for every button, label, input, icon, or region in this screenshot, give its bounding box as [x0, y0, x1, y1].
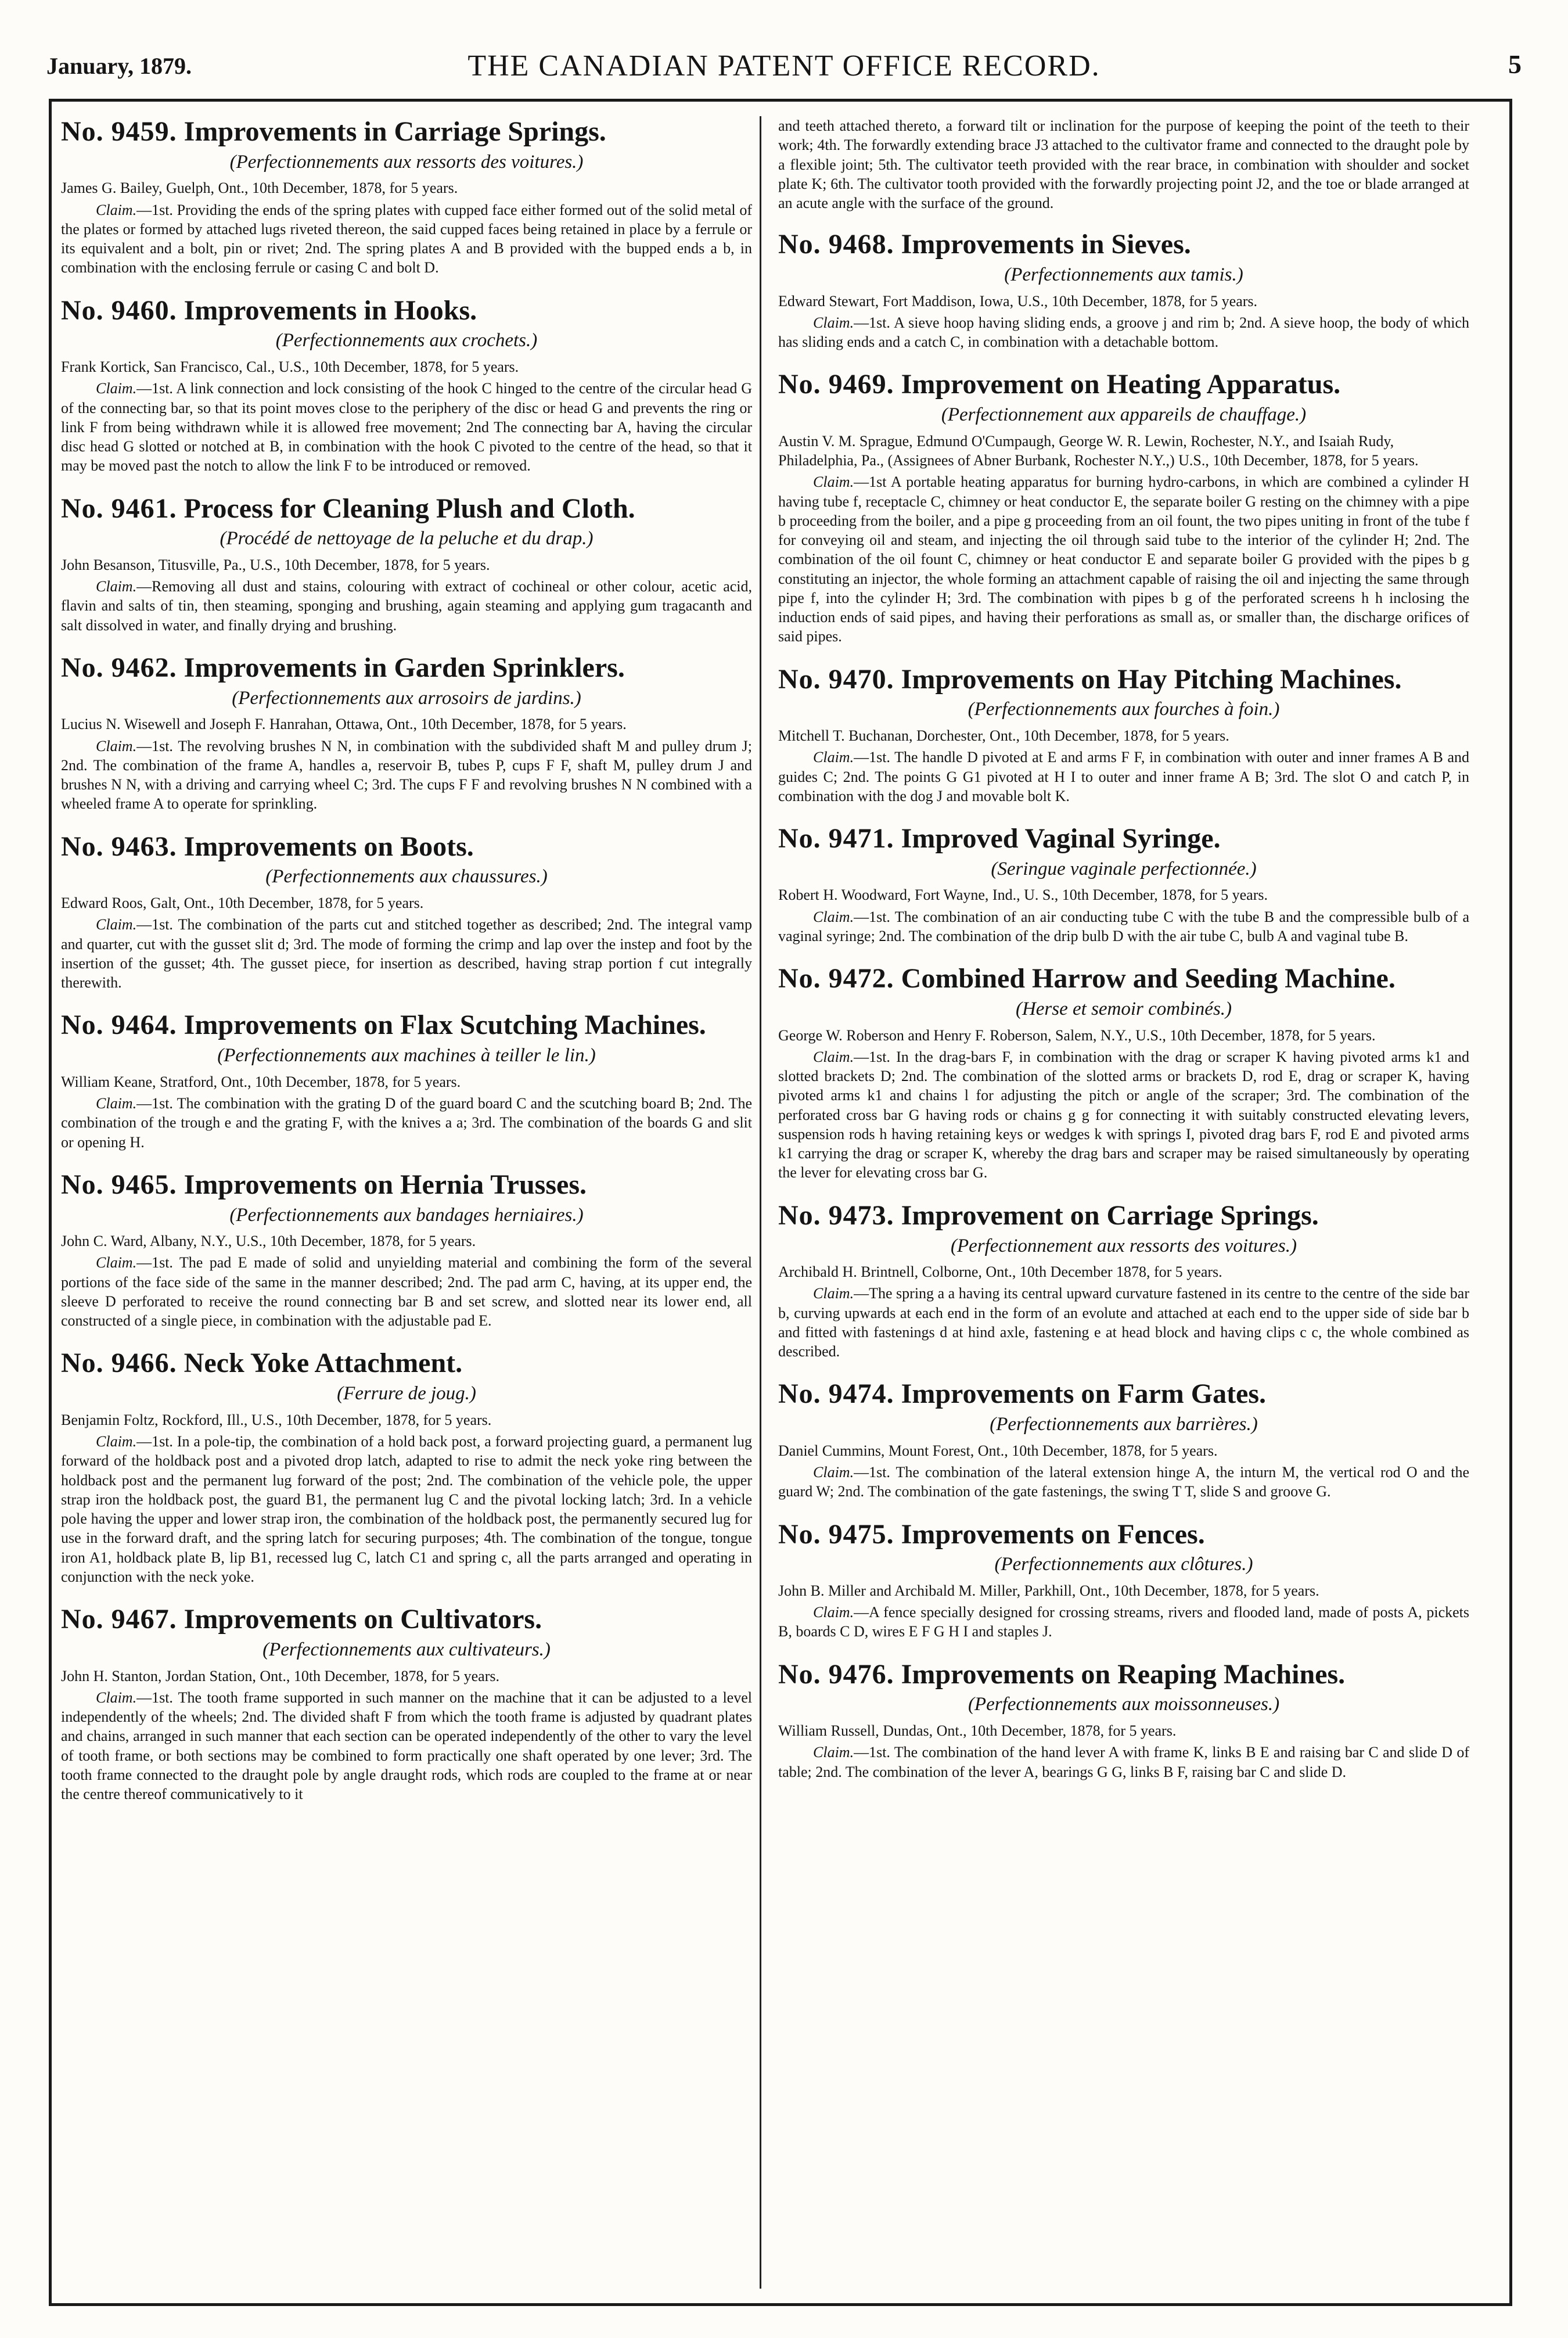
right-column — [778, 116, 1469, 2300]
claim-body: —1st. The revolving brushes N N, in combination with the subdivided shaft M and pulley drum J; 2nd. The combination of the frame A, handles a, reservoir B, tubes P, cups F F, shaft M, pulley drum J and brushes N N, with a driving and carrying wheel C; 3rd. The cups F F and revolving brushes N N combined with a wheeled frame A to operate for sprinkling. — [61, 737, 752, 813]
claim-label: Claim. — [96, 1254, 137, 1272]
claim-label: Claim. — [813, 1604, 854, 1621]
patent-entry — [61, 116, 752, 278]
patent-entry — [778, 963, 1469, 1182]
patent-title: Combined Harrow and Seeding Machine. — [901, 963, 1396, 994]
french-title: (Seringue vaginale perfectionnée.) — [991, 858, 1257, 879]
patent-entry — [61, 831, 752, 993]
claim-body: —1st A portable heating apparatus for burning hydro-carbons, in which are combined a cylinder H having tube f, receptacle C, chimney or heat conductor E, the separate boiler G resting on the chimney with a pipe b proceeding from the boiler, and a pipe g proceeding from an oil fount, the two pipes uniting in front of the tube f for conveying oil and steam, and injecting the oil through said tube to the interior of the cylinder H; 2nd. The combination of the oil fount C, chimney or heat conductor E and separate boiler G provided with the pipes b g constituting an injector, the whole forming an attachment capable of raising the oil and injecting the same through pipe f, into the cylinder H; 3rd. The combination with pipes b g of the perforated screens h h inclosing the induction ends of said pipes, and having their perforations as small as, or smaller than, the discharge orifices of said pipes. — [778, 473, 1469, 645]
french-title: (Perfectionnements aux moissonneuses.) — [968, 1694, 1280, 1715]
patent-heading — [778, 369, 1469, 400]
claim-body: —1st. The combination of the lateral extension hinge A, the inturn M, the vertical rod O and the guard W; 2nd. The combination of the gate fastenings, the swing T T, slide S and groove G. — [778, 1464, 1469, 1500]
patent-title: Improvements on Boots. — [184, 831, 474, 862]
patent-number: No. 9475. — [778, 1518, 894, 1550]
patent-heading — [778, 963, 1469, 994]
claim-text — [61, 1253, 752, 1330]
patent-heading — [61, 1010, 752, 1041]
patentee-details: Daniel Cummins, Mount Forest, Ont., 10th December, 1878, for 5 years. — [778, 1442, 1218, 1459]
patent-number: No. 9462. — [61, 652, 177, 684]
patent-number: No. 9472. — [778, 963, 894, 994]
french-title: (Perfectionnements aux clôtures.) — [994, 1554, 1253, 1575]
patent-number: No. 9470. — [778, 663, 894, 695]
patent-entry — [778, 229, 1469, 351]
patent-number: No. 9466. — [61, 1348, 177, 1379]
claim-label: Claim. — [813, 749, 854, 766]
french-title: (Perfectionnements aux fourches à foin.) — [968, 699, 1280, 720]
french-title: (Perfectionnement aux appareils de chauffage.) — [941, 404, 1307, 426]
claim-label: Claim. — [96, 1094, 137, 1112]
patent-entry — [61, 1604, 752, 1804]
claim-text — [778, 1743, 1469, 1782]
patent-title: Improvements in Carriage Springs. — [184, 116, 606, 147]
claim-text — [61, 577, 752, 635]
claim-body: —1st. The combination with the grating D of the guard board C and the scutching board B; 2nd. The combination of the trough e and the grating F, with the knives a a; 3rd. The combination of the boards G and slit or opening H. — [61, 1094, 752, 1151]
patent-title: Improvements on Flax Scutching Machines. — [184, 1010, 706, 1041]
patent-entry — [778, 369, 1469, 646]
patent-heading — [61, 493, 752, 525]
claim-label: Claim. — [96, 916, 137, 933]
claim-body: —1st. The tooth frame supported in such manner on the machine that it can be adjusted to a level independently of the wheels; 2nd. The divided shaft F from which the tooth frame is adjusted by quadrant plates and chains, arranged in such manner that each section can be operated independently of the other to vary the level of tooth frame, or both sections may be combined to form practically one shaft operated by one lever; 3rd. The tooth frame connected to the draught pole by angle draught rods, which rods are coupled to the frame at or near the centre thereof communicatively to it — [61, 1689, 752, 1803]
french-title: (Perfectionnement aux ressorts des voitures.) — [951, 1235, 1297, 1256]
patent-title: Neck Yoke Attachment. — [184, 1348, 463, 1379]
right-column-entries — [778, 229, 1469, 1782]
patent-title: Improved Vaginal Syringe. — [901, 823, 1221, 854]
patent-title: Improvement on Carriage Springs. — [901, 1199, 1319, 1231]
claim-label: Claim. — [96, 578, 137, 595]
patentee-details: William Russell, Dundas, Ont., 10th December, 1878, for 5 years. — [778, 1722, 1177, 1740]
claim-text — [778, 1047, 1469, 1183]
patent-heading — [778, 1378, 1469, 1410]
patent-heading — [61, 652, 752, 684]
patent-number: No. 9469. — [778, 369, 894, 400]
issue-date: January, 1879. — [46, 53, 192, 79]
claim-body: —1st. The combination of the hand lever A with frame K, links B E and raising bar C and slide D of table; 2nd. The combination of the lever A, bearings G G, links B F, raising bar C and slide D. — [778, 1744, 1469, 1780]
claim-body: —Removing all dust and stains, colouring with extract of cochineal or other colour, acetic acid, flavin and salts of tin, then steaming, sponging and brushing, again steaming and applying gum tragacanth and salt dissolved in water, and finally drying and brushing. — [61, 578, 752, 634]
patent-number: No. 9460. — [61, 295, 177, 326]
claim-label: Claim. — [813, 314, 854, 331]
claim-label: Claim. — [813, 1285, 854, 1302]
patent-entry — [778, 664, 1469, 806]
claim-label: Claim. — [96, 201, 137, 218]
claim-label: Claim. — [813, 1464, 854, 1481]
patent-number: No. 9463. — [61, 831, 177, 862]
patent-title: Improvement on Heating Apparatus. — [901, 369, 1341, 400]
claim-text — [61, 1432, 752, 1586]
patent-heading — [61, 831, 752, 863]
patentee-details: Lucius N. Wisewell and Joseph F. Hanrahan, Ottawa, Ont., 10th December, 1878, for 5 years. — [61, 716, 627, 733]
french-title: (Perfectionnements aux arrosoirs de jardins.) — [232, 687, 581, 709]
french-title: (Perfectionnements aux ressorts des voitures.) — [229, 151, 584, 173]
patent-heading — [778, 229, 1469, 260]
claim-body: —1st. The handle D pivoted at E and arms F F, in combination with outer and inner frames A B and guides C; 2nd. The points G G1 pivoted at H I to outer and inner frame A B; 3rd. The slot O and catch P, in combination with the dog J and movable bolt K. — [778, 749, 1469, 805]
patentee-details: Edward Roos, Galt, Ont., 10th December, 1878, for 5 years. — [61, 895, 424, 912]
page-number: 5 — [1508, 49, 1522, 79]
patentee-details: John H. Stanton, Jordan Station, Ont., 10th December, 1878, for 5 years. — [61, 1667, 500, 1685]
claim-body: —1st. The combination of the parts cut and stitched together as described; 2nd. The integral vamp and quarter, cut with the gusset slit d; 3rd. The mode of forming the crimp and lap over the instep and foot by the insertion of the gusset; 4th. The gusset piece, for insertion as described, having strap portion f cut integrally therewith. — [61, 916, 752, 992]
patent-title: Improvements on Hernia Trusses. — [184, 1169, 587, 1200]
patentee-details: John C. Ward, Albany, N.Y., U.S., 10th December, 1878, for 5 years. — [61, 1233, 476, 1250]
patent-title: Improvements on Farm Gates. — [901, 1378, 1267, 1410]
claim-label: Claim. — [96, 1433, 137, 1450]
patent-heading — [61, 295, 752, 326]
french-title: (Ferrure de joug.) — [337, 1383, 476, 1405]
patent-number: No. 9461. — [61, 493, 177, 524]
patent-entry — [61, 652, 752, 814]
patent-title: Improvements on Cultivators. — [184, 1604, 542, 1635]
french-title: (Perfectionnements aux cultivateurs.) — [262, 1639, 551, 1660]
claim-body: —1st. The pad E made of solid and unyielding material and combining the form of the several portions of the face side of the same in the manner described; 2nd. The pad arm C, having, at its upper end, the sleeve D perforated to receive the round connecting bar B and set screw, and slotted near its lower end, all constructed of a single piece, in combination with the adjustable pad E. — [61, 1254, 752, 1330]
patentee-details: John B. Miller and Archibald M. Miller, Parkhill, Ont., 10th December, 1878, for 5 years. — [778, 1582, 1319, 1599]
column-divider — [760, 116, 761, 2289]
french-title: (Perfectionnements aux chaussures.) — [265, 866, 548, 888]
claim-body: —1st. The combination of an air conducting tube C with the tube B and the compressible bulb of a vaginal syringe; 2nd. The combination of the drip bulb D with the air tube C, bulb A and vaginal tube B. — [778, 908, 1469, 945]
patentee-details: John Besanson, Titusville, Pa., U.S., 10th December, 1878, for 5 years. — [61, 556, 490, 573]
claim-text — [61, 379, 752, 475]
french-title: (Procédé de nettoyage de la peluche et du drap.) — [220, 528, 594, 550]
patentee-details: George W. Roberson and Henry F. Roberson, Salem, N.Y., U.S., 10th December, 1878, for 5 years. — [778, 1026, 1376, 1044]
claim-body: —1st. A sieve hoop having sliding ends, a groove j and rim b; 2nd. A sieve hoop, the body of which has sliding ends and a catch C, in combination with a detachable bottom. — [778, 314, 1469, 351]
patent-title: Improvements on Fences. — [901, 1518, 1205, 1550]
continued-claim-text: and teeth attached thereto, a forward tilt or inclination for the purpose of keeping the point of the teeth to their work; 4th. The forwardly extending brace J3 attached to the cultivator frame and connected to the draught pole by a flexible joint; 5th. The cultivator teeth provided with the rear brace, in combination with shoulder and socket plate K; 6th. The cultivator tooth provided with the forwardly projecting point J2, and the toe or blade arranged at an acute angle with the surface of the ground. — [778, 117, 1469, 212]
patentee-details: Edward Stewart, Fort Maddison, Iowa, U.S., 10th December, 1878, for 5 years. — [778, 292, 1258, 310]
patent-title: Improvements in Hooks. — [184, 295, 477, 326]
patent-entry — [778, 1659, 1469, 1782]
patent-entry — [778, 1378, 1469, 1501]
claim-text — [61, 1094, 752, 1152]
patent-title: Improvements on Reaping Machines. — [901, 1658, 1346, 1690]
patent-number: No. 9468. — [778, 229, 894, 260]
claim-text — [778, 472, 1469, 646]
patentee-details: Mitchell T. Buchanan, Dorchester, Ont., 10th December, 1878, for 5 years. — [778, 727, 1229, 745]
patent-entry — [778, 1519, 1469, 1642]
claim-label: Claim. — [813, 1048, 854, 1065]
patent-heading — [778, 1200, 1469, 1231]
publication-title: THE CANADIAN PATENT OFFICE RECORD. — [467, 49, 1101, 82]
patent-heading — [778, 1659, 1469, 1690]
claim-text — [61, 737, 752, 814]
patent-entry — [61, 1348, 752, 1586]
claim-body: —1st. Providing the ends of the spring plates with cupped face either formed out of the solid metal of the plates or formed by attached lugs riveted thereon, the said cupped faces being retained in place by a ferrule or its equivalent and a bolt, pin or rivet; 2nd. The spring plates A and B provided with the bupped ends a b, in combination with the enclosing ferrule or casing C and bolt D. — [61, 201, 752, 276]
patent-number: No. 9471. — [778, 823, 894, 854]
claim-body: —1st. A link connection and lock consisting of the hook C hinged to the centre of the circular head G of the connecting bar, so that its point moves close to the periphery of the disc or head G and prevents the ring or link F from being withdrawn while it is allowed free movement; 2nd The connecting bar A, having the circular disc head G slotted or notched at B, in combination with the hook C pivoted to the centre of the head, so that it may be moved past the notch to allow the link F to be introduced or removed. — [61, 380, 752, 475]
claim-body: —The spring a a having its central upward curvature fastened in its centre to the centre of the side bar b, curving upwards at each end in the form of an evolute and attached at each end to the upper side of side bar b and fitted with fastenings d at hind axle, fastening e at head block and having clips c c, the whole combined as described. — [778, 1285, 1469, 1360]
patentee-details: Frank Kortick, San Francisco, Cal., U.S., 10th December, 1878, for 5 years. — [61, 358, 519, 376]
claim-text — [778, 1284, 1469, 1361]
patent-entry — [778, 823, 1469, 946]
patent-title: Improvements on Hay Pitching Machines. — [901, 663, 1402, 695]
patent-title: Improvements in Garden Sprinklers. — [184, 652, 625, 684]
french-title: (Perfectionnements aux bandages herniaires.) — [229, 1204, 584, 1226]
claim-text — [778, 748, 1469, 806]
patentee-details: Austin V. M. Sprague, Edmund O'Cumpaugh, George W. R. Lewin, Rochester, N.Y., and Isaiah Rudy, Philadelphia, Pa., (Assignees of Abner Burbank, Rochester N.Y.,) U.S., 10th December, 1878, for 5 years. — [778, 432, 1419, 469]
patent-title: Improvements in Sieves. — [901, 229, 1191, 260]
left-column — [61, 116, 752, 2300]
patent-entry — [61, 493, 752, 635]
patentee-details: James G. Bailey, Guelph, Ont., 10th December, 1878, for 5 years. — [61, 179, 458, 197]
claim-text — [778, 1463, 1469, 1502]
patent-entry — [61, 1010, 752, 1151]
claim-label: Claim. — [96, 737, 137, 755]
claim-text — [778, 1603, 1469, 1642]
patent-heading — [61, 1604, 752, 1635]
french-title: (Perfectionnements aux crochets.) — [275, 330, 538, 351]
claim-text — [61, 1688, 752, 1804]
claim-label: Claim. — [813, 908, 854, 925]
patent-heading — [61, 116, 752, 148]
claim-body: —1st. In the drag-bars F, in combination with the drag or scraper K having pivoted arms k1 and slotted brackets D; 2nd. The combination of the slotted arms or brackets D, rod E, drag or scraper K, having pivoted arms k1 and chains l for adjusting the pitch or angle of the scraper; 3rd. The combination of the perforated cross bar G having rods or chains g g for connecting it with suitably constructed elevating levers, suspension rods h having retaining keys or wedges k with springs I, pivoted drag bars F, rod E and pivoted arms k1 carrying the drag or scraper K, whereby the drag bars and scraper may be raised simultaneously by operating the lever for elevating cross bar G. — [778, 1048, 1469, 1181]
french-title: (Perfectionnements aux barrières.) — [990, 1414, 1258, 1435]
patent-number: No. 9464. — [61, 1010, 177, 1041]
patent-number: No. 9474. — [778, 1378, 894, 1410]
patentee-details: William Keane, Stratford, Ont., 10th December, 1878, for 5 years. — [61, 1073, 461, 1090]
patent-number: No. 9476. — [778, 1658, 894, 1690]
patent-entry — [61, 1169, 752, 1331]
claim-label: Claim. — [813, 473, 854, 491]
patentee-details: Archibald H. Brintnell, Colborne, Ont., 10th December 1878, for 5 years. — [778, 1263, 1222, 1281]
patent-heading — [778, 823, 1469, 854]
claim-text — [61, 200, 752, 278]
claim-label: Claim. — [96, 380, 137, 397]
claim-label: Claim. — [813, 1744, 854, 1761]
french-title: (Perfectionnements aux tamis.) — [1004, 264, 1243, 286]
patent-entry — [61, 295, 752, 476]
patent-title: Process for Cleaning Plush and Cloth. — [184, 493, 635, 524]
claim-label: Claim. — [96, 1689, 137, 1706]
patent-heading — [778, 664, 1469, 695]
claim-text — [61, 915, 752, 992]
claim-text — [778, 313, 1469, 352]
claim-body: —A fence specially designed for crossing streams, rivers and flooded land, made of posts A, pickets B, boards C D, wires E F G H I and staples J. — [778, 1604, 1469, 1640]
patent-heading — [61, 1348, 752, 1379]
patent-heading — [61, 1169, 752, 1201]
running-header — [46, 46, 1522, 93]
patent-number: No. 9465. — [61, 1169, 177, 1200]
claim-text — [778, 907, 1469, 946]
patentee-details: Robert H. Woodward, Fort Wayne, Ind., U. S., 10th December, 1878, for 5 years. — [778, 886, 1268, 904]
patent-number: No. 9467. — [61, 1604, 177, 1635]
patent-heading — [778, 1519, 1469, 1550]
patent-number: No. 9459. — [61, 116, 177, 147]
patent-entry — [778, 1200, 1469, 1362]
patentee-details: Benjamin Foltz, Rockford, Ill., U.S., 10th December, 1878, for 5 years. — [61, 1411, 492, 1428]
patent-number: No. 9473. — [778, 1199, 894, 1231]
claim-body: —1st. In a pole-tip, the combination of a hold back post, a forward projecting guard, a permanent lug forward of the holdback post and a pivoted drop latch, adapted to rise to admit the neck yoke ring between the holdback post and the permanent lug forward of the post; 2nd. The combination of the vehicle pole, the upper strap iron the holdback post, the guard B1, the permanent lug C and the pivotal locking latch; 3rd. In a vehicle pole having the upper and lower strap iron, the combination of the holdback post, the permanently secured lug for use in the forward draft, and the spring latch for securing purposes; 4th. The combination of the tongue, tongue iron A1, holdback plate B, lip B1, recessed lug C, latch C1 and spring c, all the parts arranged and operating in conjunction with the neck yoke. — [61, 1433, 752, 1585]
french-title: (Perfectionnements aux machines à teiller le lin.) — [217, 1045, 596, 1066]
french-title: (Herse et semoir combinés.) — [1015, 999, 1232, 1020]
